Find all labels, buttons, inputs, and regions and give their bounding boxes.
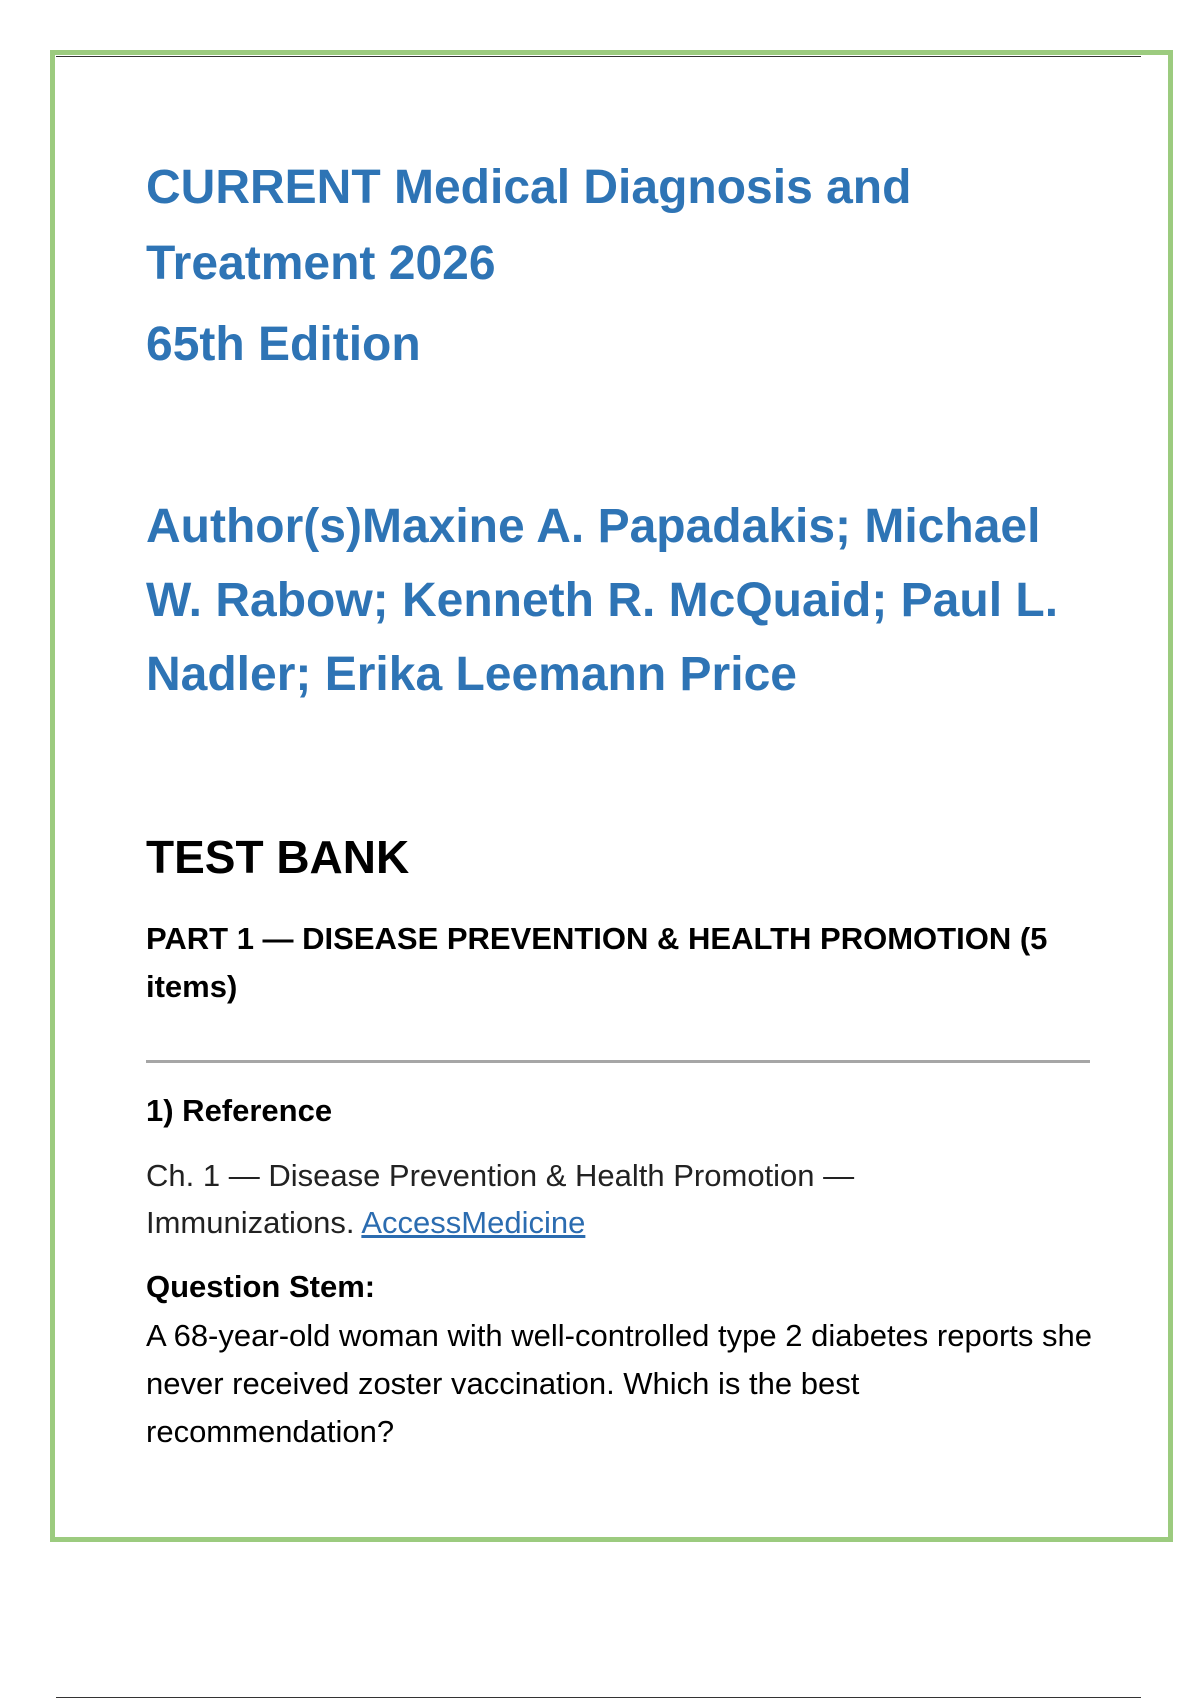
reference-text [146, 1152, 1026, 1246]
reference-heading: 1) Reference [146, 1093, 333, 1128]
reference-body: Ch. 1 — Disease Prevention & Health Promotion — Immunizations. [146, 1158, 855, 1240]
accessmedicine-link[interactable]: AccessMedicine [361, 1205, 586, 1240]
top-divider-line [56, 56, 1141, 57]
question-stem-heading: Question Stem: [146, 1269, 376, 1304]
part-heading: PART 1 — DISEASE PREVENTION & HEALTH PROMOTION (5 items) [146, 921, 1048, 1004]
section-title: TEST BANK [146, 831, 410, 883]
book-authors: Author(s)Maxine A. Papadakis; Michael W. Rabow; Kenneth R. McQuaid; Paul L. Nadler; Erika Leemann Price [146, 500, 1059, 701]
book-title: CURRENT Medical Diagnosis and Treatment 2026 [146, 161, 912, 290]
question-stem-text: A 68-year-old woman with well-controlled type 2 diabetes reports she never received zoster vaccination. Which is the best recommendation? [146, 1318, 1092, 1449]
bottom-divider-line [56, 1697, 1141, 1698]
horizontal-rule [146, 1060, 1090, 1063]
book-edition: 65th Edition [146, 318, 421, 371]
